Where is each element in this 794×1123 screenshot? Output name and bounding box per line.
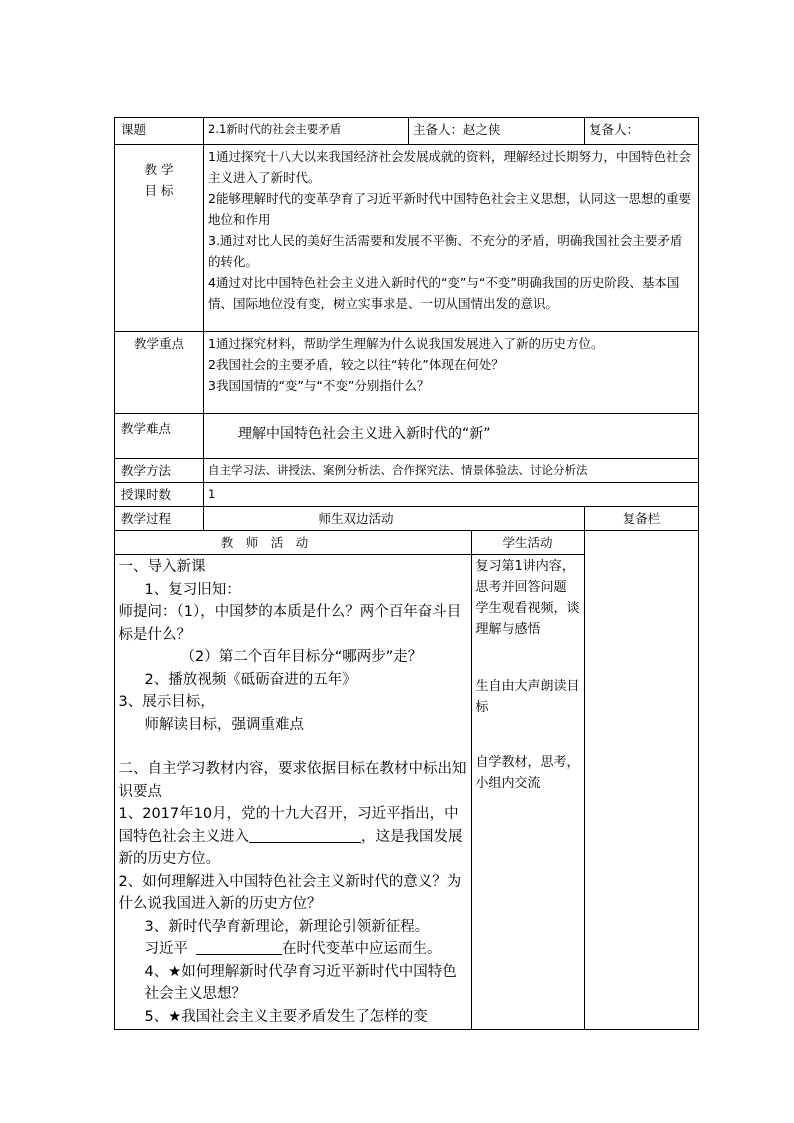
goal-item: 2能够理解时代的变革孕育了习近平新时代中国特色社会主义思想，认同这一思想的重要地位和作用 <box>208 191 691 227</box>
main-preparer: 主备人：赵之侠 <box>409 118 585 145</box>
key-point-item: 1通过探究材料，帮助学生理解为什么说我国发展进入了新的历史方位。 <box>208 336 604 351</box>
key-points-content <box>204 332 699 414</box>
key-point-item: 3我国国情的“变”与“不变”分别指什么？ <box>208 378 430 393</box>
activities-header-row <box>114 531 584 555</box>
fill-in-blank <box>249 828 361 843</box>
difficulty-content <box>204 414 699 459</box>
key-points-row <box>115 332 699 414</box>
hours-label: 授课时数 <box>115 483 204 507</box>
teacher-line: 师提问：（1），中国梦的本质是什么？两个百年奋斗目标是什么？ <box>118 604 462 643</box>
teacher-line: 4、★如何理解新时代孕育习近平新时代中国特色社会主义思想？ <box>144 963 457 1002</box>
teacher-line: 1、复习旧知： <box>144 581 241 598</box>
student-line: 自学教材，思考，小组内交流 <box>475 755 580 791</box>
teacher-line: 2、播放视频《砥砺奋进的五年》 <box>144 671 357 688</box>
goal-item: 4通过对比中国特色社会主义进入新时代的“变”与“不变”明确我国的历史阶段、基本国情、国际地位没有变，树立实事求是、一切从国情出发的意识。 <box>208 275 680 311</box>
teacher-activities <box>114 555 471 1030</box>
topic-label: 课题 <box>115 118 204 145</box>
teacher-line-text: 1、2017年10月，党的十九大召开，习近平指出，中国特色社会主义进入 <box>118 806 459 845</box>
teacher-line-fill-blank <box>119 803 467 871</box>
activities-table <box>114 530 585 1030</box>
teacher-line: 师解读目标，强调重难点 <box>144 716 304 733</box>
hours-row <box>115 483 699 507</box>
goals-content <box>204 145 699 332</box>
teacher-line: 二、自主学习教材内容，要求依据目标在教材中标出知识要点 <box>118 761 467 800</box>
teacher-line-text: ，这是我国发展新的历史方位。 <box>118 828 463 867</box>
teacher-line: 2、如何理解进入中国特色社会主义新时代的意义？为什么说我国进入新的历史方位？ <box>118 873 462 912</box>
activity-header <box>204 507 585 531</box>
process-header-row <box>115 507 699 531</box>
methods-content: 自主学习法、讲授法、案例分析法、合作探究法、情景体验法、讨论分析法 <box>204 459 699 483</box>
header-row <box>115 118 699 145</box>
teacher-line: 3、新时代孕育新理论，新理论引领新征程。 <box>144 918 430 935</box>
activity-header-text: 师生双边活动 <box>318 511 394 526</box>
process-label: 教学过程 <box>115 507 204 531</box>
goal-item: 3.通过对比人民的美好生活需要和发展不平衡、不充分的矛盾，明确我国社会主要矛盾的转化。 <box>208 233 683 269</box>
teacher-line-fill-blank <box>119 938 467 961</box>
review-header: 复备栏 <box>585 507 699 531</box>
difficulty-text: 理解中国特色社会主义进入新时代的“新” <box>238 426 491 442</box>
topic-value: 2.1新时代的社会主要矛盾 <box>204 118 409 145</box>
methods-label: 教学方法 <box>115 459 204 483</box>
goals-label-line1: 教 学 <box>144 162 174 177</box>
teacher-line: 一、导入新课 <box>118 559 206 575</box>
student-line: 学生观看视频，谈理解与感悟 <box>475 601 580 637</box>
teacher-line-text: 习近平 <box>144 941 188 957</box>
goals-label <box>115 145 204 332</box>
teacher-line: 3、展示目标， <box>118 694 215 710</box>
process-body-row <box>115 531 699 1030</box>
difficulty-row <box>115 414 699 459</box>
student-activities <box>471 555 584 1030</box>
teacher-line: 5、★我国社会主义主要矛盾发生了怎样的变 <box>144 1008 428 1025</box>
goal-item: 1通过探究十八大以来我国经济社会发展成就的资料，理解经过长期努力，中国特色社会主义进入了新时代。 <box>208 149 691 185</box>
lesson-plan-table <box>114 117 699 1030</box>
goals-row <box>115 145 699 332</box>
student-header: 学生活动 <box>471 531 584 555</box>
student-line: 生自由大声朗读目标 <box>475 679 580 715</box>
activities-content-row <box>114 555 584 1030</box>
difficulty-label: 教学难点 <box>115 414 204 459</box>
goals-label-line2: 目 标 <box>144 183 174 198</box>
teacher-header: 教 师 活 动 <box>114 531 471 555</box>
teacher-line: （2）第二个百年目标分“哪两步”走？ <box>180 649 423 665</box>
teacher-line-text: 在时代变革中应运而生。 <box>282 941 442 957</box>
student-line: 复习第1讲内容，思考并回答问题 <box>475 559 575 595</box>
hours-value: 1 <box>204 483 699 507</box>
process-activities <box>115 531 585 1030</box>
key-points-label: 教学重点 <box>115 332 204 414</box>
key-point-item: 2我国社会的主要矛盾，较之以往“转化”体现在何处？ <box>208 357 504 372</box>
review-column <box>585 531 699 1030</box>
lesson-plan-document <box>114 117 698 1030</box>
co-preparer: 复备人： <box>585 118 699 145</box>
methods-row <box>115 459 699 483</box>
fill-in-blank <box>196 940 282 955</box>
